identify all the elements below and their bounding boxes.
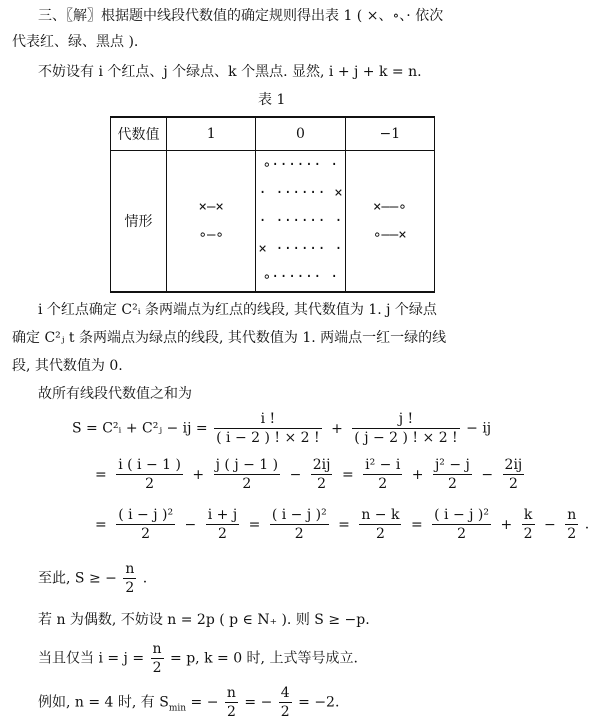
paragraph-line: 三、〖解〗根据题中线段代数值的确定规则得出表 1 ( ×、∘、· 依次 [38,8,444,24]
case-item: ∘······ · [262,269,339,285]
case-item: ×——∘ [372,199,407,215]
case-item: · ······ × [258,185,343,201]
example-line [38,684,339,721]
text-span: = − [190,694,219,711]
paragraph-line: 段, 其代数值为 0. [12,358,123,374]
fraction: $\frac{n}{2}$ [125,561,135,596]
fraction: $\frac{2ij}{2}$ [312,457,331,492]
eq-lhs: S = C²ᵢ + C²ⱼ − ij = [72,420,208,437]
conclusion-line [38,560,147,597]
fraction: $\frac{\text{j² − j}}{2}$ [434,457,470,492]
table-value-0: 0 [256,117,345,151]
text-span: = p, k = 0 时, 上式等号成立. [170,650,358,667]
subscript: min [168,703,187,714]
case-item: × ······ · [258,241,343,257]
paragraph-line: 确定 C²ⱼ t 条两端点为绿点的线段, 其代数值为 1. 两端点一红一绿的线 [12,330,447,346]
fraction: $\frac{i ( i - 1 )}{2}$ [118,457,181,492]
cases-value-1 [167,151,256,293]
fraction: $\frac{n}{2}$ [152,641,162,676]
fraction: $\frac{i !}{( i - 2 ) ! \times 2 !}$ [216,411,320,446]
case-item: ∘······ · [262,157,339,173]
paragraph-line: 不妨设有 i 个红点、j 个绿点、k 个黑点. 显然, i + j + k = n. [38,64,422,80]
cases-value-neg1 [345,151,434,293]
text-span: = − [244,694,273,711]
equality-line [38,640,358,677]
fraction: $\frac{\text{( i − j )²}}{2}$ [118,507,174,542]
fraction: $\frac{n}{2}$ [226,685,236,720]
text-span: . [142,570,148,587]
fraction: $\frac{j ( j - 1 )}{2}$ [215,457,279,492]
text-span: 例如, n = 4 时, 有 S [38,694,169,711]
fraction: $\frac{\text{( i − j )²}}{2}$ [271,507,327,542]
fraction: $\frac{\text{( i − j )²}}{2}$ [434,507,490,542]
equation-1: S = C²ᵢ + C²ⱼ − ij = $\frac{i !}{( i - 2 ) ! \times 2 !}$ + $\frac{j !}{( j - 2 ) ! \times 2 !}$ − ij [72,411,492,446]
text-span: 至此, S ≥ − [38,570,117,587]
table-row-label: 情形 [111,151,167,293]
case-item: ∘——× [372,227,407,243]
table-value-neg1: −1 [345,117,434,151]
fraction: $\frac{i + j}{2}$ [207,507,238,542]
fraction: $\frac{n - k}{2}$ [361,507,400,542]
fraction: $\frac{n}{2}$ [567,507,577,542]
paragraph-line: 若 n 为偶数, 不妨设 n = 2p ( p ∈ N₊ ). 则 S ≥ −p. [38,612,370,628]
case-item: · ······ · [258,213,343,229]
fraction: $\frac{4}{2}$ [280,685,290,720]
eq-tail: − ij [466,420,492,437]
text-span: = −2. [298,694,340,711]
fraction: $\frac{2ij}{2}$ [504,457,523,492]
table-row [111,117,435,151]
paragraph-line: 故所有线段代数值之和为 [38,386,192,402]
table-title: 表 1 [258,92,286,108]
paragraph-line: i 个红点确定 C²ᵢ 条两端点为红点的线段, 其代数值为 1. j 个绿点 [38,302,437,318]
table-value-1: 1 [167,117,256,151]
equation-3: = $\frac{\text{( i − j )²}}{2}$ − $\frac{i + j}{2}$ = $\frac{\text{( i − j )²}}{2}$ = $\frac{n - k}{2}$ = $\frac{\text{( i − j )²}}{2}$ + $\frac{k}{2}$ − $\frac{n}{2}$ . [95,507,589,542]
paragraph-line: 代表红、绿、黑点 ). [12,34,139,50]
cases-value-0 [256,151,345,293]
table-row [111,151,435,293]
case-item: ∘—∘ [198,227,224,243]
equation-2: = $\frac{i ( i - 1 )}{2}$ + $\frac{j ( j - 1 )}{2}$ − $\frac{2ij}{2}$ = $\frac{\text{i² − i}}{2}$ + $\frac{\text{j² − j}}{2}$ − $\frac{2ij}{2}$ [95,457,523,492]
fraction: $\frac{\text{i² − i}}{2}$ [365,457,401,492]
table-header-label: 代数值 [111,117,167,151]
text-span: 当且仅当 i = j = [38,650,145,667]
fraction: $\frac{j !}{( j - 2 ) ! \times 2 !}$ [354,411,458,446]
case-item: ×—× [198,199,224,215]
fraction: $\frac{k}{2}$ [523,507,533,542]
table-1 [110,116,435,293]
